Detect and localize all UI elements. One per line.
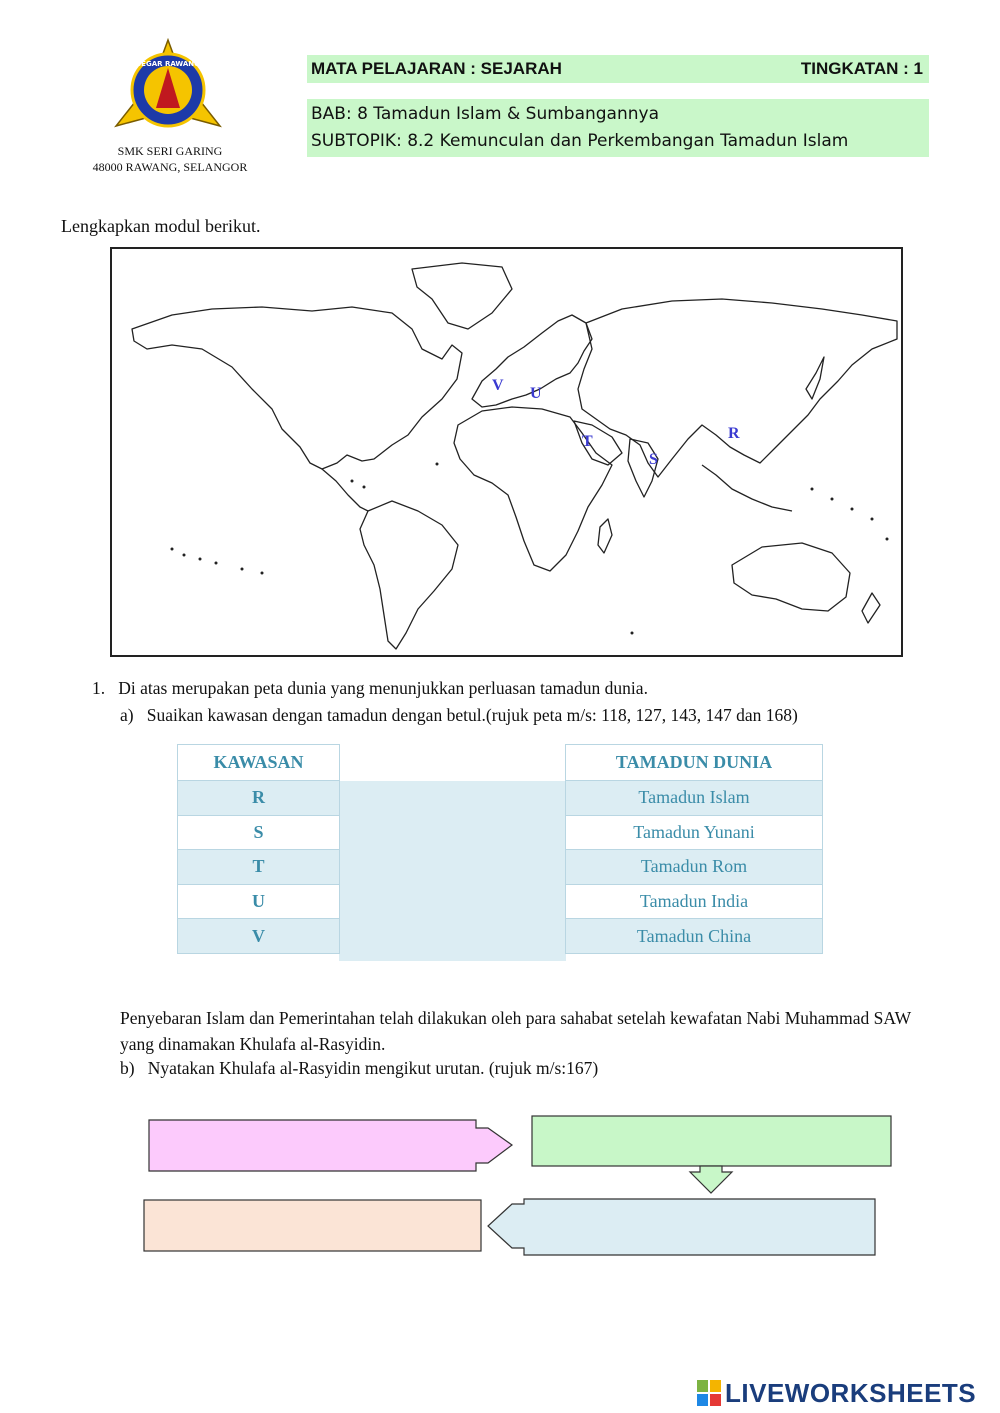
question-1b-text: Nyatakan Khulafa al-Rasyidin mengikut urutan. (rujuk m/s:167) xyxy=(147,1058,599,1078)
kawasan-item[interactable]: S xyxy=(177,815,340,851)
school-name: SMK SERI GARING xyxy=(117,144,223,158)
question-1a-label: a) xyxy=(120,705,134,725)
tamadun-header: TAMADUN DUNIA xyxy=(565,744,823,781)
kawasan-item[interactable]: U xyxy=(177,884,340,920)
school-address: 48000 RAWANG, SELANGOR xyxy=(92,160,248,174)
chapter-label: BAB: 8 Tamadun Islam & Sumbangannya xyxy=(311,104,659,124)
map-label-r: R xyxy=(728,425,740,442)
form-label: TINGKATAN : 1 xyxy=(800,59,923,78)
subject-label: MATA PELAJARAN : SEJARAH xyxy=(311,59,562,78)
map-label-v: V xyxy=(492,377,504,394)
caliph-2-box[interactable] xyxy=(532,1116,891,1166)
tamadun-item[interactable]: Tamadun Islam xyxy=(565,780,823,816)
kawasan-header: KAWASAN xyxy=(177,744,340,781)
map-label-s: S xyxy=(649,451,658,468)
logo-text: SEGAR RAWANG xyxy=(136,60,200,68)
question-1-number: 1. xyxy=(92,678,106,698)
arrow-down xyxy=(690,1166,732,1193)
tamadun-item[interactable]: Tamadun India xyxy=(565,884,823,920)
tamadun-item[interactable]: Tamadun Yunani xyxy=(565,815,823,851)
question-1b-label: b) xyxy=(120,1058,135,1078)
instruction: Lengkapkan modul berikut. xyxy=(61,216,261,236)
brand-text: LIVEWORKSHEETS xyxy=(725,1377,977,1408)
subtopic-label: SUBTOPIK: 8.2 Kemunculan dan Perkembangan Tamadun Islam xyxy=(311,131,849,151)
caliph-1-box[interactable] xyxy=(149,1120,512,1171)
tamadun-item[interactable]: Tamadun Rom xyxy=(565,849,823,885)
kawasan-item[interactable]: V xyxy=(177,918,340,954)
khulafa-paragraph: Penyebaran Islam dan Pemerintahan telah dilakukan oleh para sahabat setelah kewafatan Nabi Muhammad SAW yang dinamakan Khulafa al-Rasyidin. xyxy=(120,1008,911,1054)
caliph-4-box[interactable] xyxy=(144,1200,481,1251)
map-label-u: U xyxy=(530,385,542,402)
question-1a-text: Suaikan kawasan dengan tamadun dengan betul.(rujuk peta m/s: 118, 127, 143, 147 dan 168) xyxy=(146,705,798,725)
kawasan-item[interactable]: R xyxy=(177,780,340,816)
liveworksheets-icon xyxy=(697,1380,721,1406)
tamadun-item[interactable]: Tamadun China xyxy=(565,918,823,954)
caliph-3-box[interactable] xyxy=(488,1199,875,1255)
kawasan-item[interactable]: T xyxy=(177,849,340,885)
question-1-text: Di atas merupakan peta dunia yang menunjukkan perluasan tamadun dunia. xyxy=(118,678,648,698)
map-label-t: T xyxy=(582,433,593,450)
liveworksheets-brand xyxy=(697,1376,997,1410)
